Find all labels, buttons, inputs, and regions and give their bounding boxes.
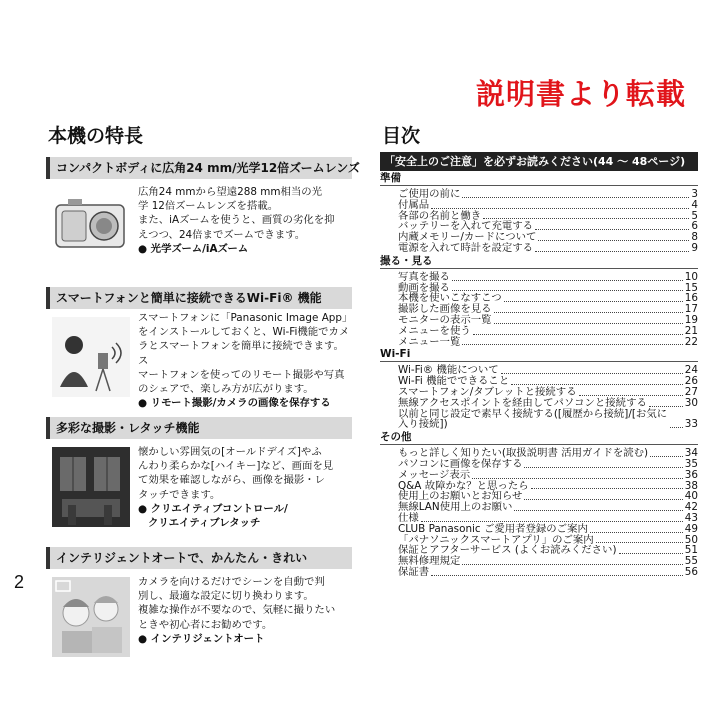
feature-line: 広角24 mmから望遠288 mm相当の光 xyxy=(138,186,323,198)
feature-line: のシェアで、楽しみ方が広がります。 xyxy=(138,383,314,396)
toc-entry-label: 無線LAN使用上のお願い xyxy=(398,501,513,514)
toc-entry-page: 9 xyxy=(691,241,698,254)
toc-entry-label: 撮影した画像を見る xyxy=(398,303,492,316)
toc-entry-label: 内蔵メモリー/カードについて xyxy=(398,231,537,244)
toc-entry-page: 3 xyxy=(691,188,698,200)
children-photo-illustration xyxy=(52,577,130,657)
feature-wifi xyxy=(46,287,352,409)
toc-entry-page: 6 xyxy=(691,220,698,233)
toc-entry-page: 55 xyxy=(684,555,698,568)
toc-entry[interactable] xyxy=(380,272,698,283)
toc-entry-page: 10 xyxy=(684,270,698,283)
feature-line: 懐かしい雰囲気の[オールドデイズ]やふ xyxy=(138,446,322,458)
toc-section-heading: 撮る・見る xyxy=(380,255,698,269)
toc-entry-label: モニターの表示一覧 xyxy=(398,313,492,326)
feature-line: ラとスマートフォンを簡単に接続できます。ス xyxy=(138,340,344,367)
toc-entry-list xyxy=(380,365,698,430)
feature-line: マートフォンを使ってのリモート撮影や写真 xyxy=(138,368,345,381)
toc-leader-dots xyxy=(650,456,683,457)
toc-entry-label: メッセージ表示 xyxy=(398,468,471,481)
toc-entry-list xyxy=(380,272,698,348)
toc-leader-dots xyxy=(649,406,683,407)
toc-entry-page: 24 xyxy=(684,364,698,377)
toc-entry-page: 30 xyxy=(684,396,698,409)
toc-sections xyxy=(380,172,698,578)
features-column xyxy=(46,121,360,669)
feature-bullet: ● 光学ズーム/iAズーム xyxy=(138,242,249,255)
feature-line: 複雑な操作が不要なので、気軽に撮りたい xyxy=(138,604,336,617)
toc-entry-page: 50 xyxy=(684,533,698,546)
feature-line: また、iAズームを使うと、画質の劣化を抑 xyxy=(138,214,335,227)
toc-entry-label: 付属品 xyxy=(398,198,430,211)
room-photo-illustration xyxy=(52,447,130,527)
feature-line: スマートフォンに「Panasonic Image App」 xyxy=(138,312,353,324)
toc-entry-label: 「パナソニックスマートアプリ」のご案内 xyxy=(398,533,594,546)
toc-entry-label: 本機を使いこなすこつ xyxy=(398,292,502,305)
toc-entry[interactable] xyxy=(380,337,698,348)
toc-entry-label: 無線アクセスポイントを経由してパソコンと接続する xyxy=(398,396,647,409)
feature-heading: スマートフォンと簡単に接続できるWi-Fi® 機能 xyxy=(46,287,352,309)
feature-description xyxy=(138,185,350,256)
toc-entry-label: 各部の名前と働き xyxy=(398,209,482,222)
feature-line: 学 12倍ズームレンズを搭載。 xyxy=(138,200,279,213)
toc-leader-dots xyxy=(462,197,689,198)
toc-entry-label: 写真を撮る xyxy=(398,270,450,283)
toc-entry-label: バッテリーを入れて充電する xyxy=(398,220,534,233)
toc-entry-page: 35 xyxy=(684,457,698,470)
toc-leader-dots xyxy=(494,323,683,324)
feature-bullet: ● リモート撮影/カメラの画像を保存する xyxy=(138,397,331,410)
feature-line: タッチできます。 xyxy=(138,488,221,501)
feature-bullet: クリエイティブレタッチ xyxy=(148,517,261,530)
toc-entry[interactable] xyxy=(380,502,698,513)
toc-entry-label: 保証とアフターサービス (よくお読みください) xyxy=(398,544,617,557)
toc-entry-page: 21 xyxy=(684,324,698,337)
toc-entry-label: 以前と同じ設定で素早く接続する([履歴から接続]/[お気に入り接続]) xyxy=(398,407,668,431)
toc-entry-page: 49 xyxy=(684,522,698,535)
toc-entry[interactable] xyxy=(380,567,698,578)
toc-leader-dots xyxy=(670,427,683,428)
camera-illustration xyxy=(52,187,130,267)
feature-line: んわり柔らかな[ハイキー]など、画面を見 xyxy=(138,460,334,473)
toc-entry-page: 5 xyxy=(691,209,698,222)
toc-entry-page: 40 xyxy=(684,490,698,503)
toc-entry-label: メニューを使う xyxy=(398,324,471,337)
reprint-stamp: 説明書より転載 xyxy=(476,77,687,111)
page-number: 2 xyxy=(14,572,25,592)
toc-entry-label: Wi-Fi 機能でできること xyxy=(398,375,510,388)
toc-entry[interactable] xyxy=(380,470,698,481)
feature-line: 別し、最適な設定に切り換わります。 xyxy=(138,590,314,603)
smartphone-shooting-illustration xyxy=(52,317,130,397)
feature-line: て効果を確認しながら、画像を撮影・レ xyxy=(138,474,326,487)
toc-leader-dots xyxy=(462,564,682,565)
toc-entry-page: 34 xyxy=(684,447,698,460)
toc-entry-page: 27 xyxy=(684,385,698,398)
toc-entry-list xyxy=(380,189,698,254)
toc-entry-page: 22 xyxy=(684,335,698,348)
feature-description xyxy=(138,575,350,646)
toc-leader-dots xyxy=(619,553,683,554)
feature-line: ときや初心者にお勧めです。 xyxy=(138,618,273,631)
toc-entry-label: CLUB Panasonic ご愛用者登録のご案内 xyxy=(398,522,588,535)
toc-entry-page: 19 xyxy=(684,313,698,326)
toc-leader-dots xyxy=(579,395,683,396)
toc-entry-label: メニュー一覧 xyxy=(398,335,461,348)
feature-bullet: ● クリエイティブコントロール/ xyxy=(138,502,288,515)
toc-entry-page: 56 xyxy=(684,565,698,578)
toc-leader-dots xyxy=(535,251,689,252)
toc-entry-page: 16 xyxy=(684,292,698,305)
toc-entry[interactable] xyxy=(380,398,698,409)
toc-leader-dots xyxy=(514,510,682,511)
toc-leader-dots xyxy=(501,373,683,374)
toc-leader-dots xyxy=(472,478,683,479)
toc-entry-label: もっと詳しく知りたい(取扱説明書 活用ガイドを読む) xyxy=(398,447,649,460)
feature-intelligent-auto xyxy=(46,547,352,669)
toc-entry-page: 36 xyxy=(684,468,698,481)
toc-leader-dots xyxy=(524,467,682,468)
toc-entry-label: 仕様 xyxy=(398,511,419,524)
toc-leader-dots xyxy=(431,575,683,576)
toc-leader-dots xyxy=(452,280,683,281)
toc-entry-page: 26 xyxy=(684,375,698,388)
toc-leader-dots xyxy=(504,301,683,302)
toc-leader-dots xyxy=(421,521,683,522)
toc-entry[interactable] xyxy=(380,326,698,337)
toc-entry-page: 51 xyxy=(684,544,698,557)
toc-entry-page: 43 xyxy=(684,511,698,524)
toc-leader-dots xyxy=(590,532,683,533)
safety-banner: 「安全上のご注意」を必ずお読みください(44 ～ 48ページ) xyxy=(380,152,698,171)
toc-entry-page: 42 xyxy=(684,501,698,514)
toc-section-heading: Wi-Fi xyxy=(380,348,698,362)
feature-bullet: ● インテリジェントオート xyxy=(138,632,265,645)
feature-heading: コンパクトボディに広角24 mm/光学12倍ズームレンズ xyxy=(46,157,352,179)
toc-entry-label: Q&A 故障かな？と思ったら xyxy=(398,479,529,492)
toc-entry-page: 38 xyxy=(684,479,698,492)
toc-entry-label: パソコンに画像を保存する xyxy=(398,457,523,470)
toc-entry-page: 17 xyxy=(684,303,698,316)
toc-entry-page: 15 xyxy=(684,281,698,294)
toc-entry-page: 4 xyxy=(691,198,698,211)
toc-section-heading: 準備 xyxy=(380,172,698,186)
toc-entry[interactable] xyxy=(380,200,698,211)
toc-leader-dots xyxy=(462,344,682,345)
toc-entry-label: 電源を入れて時計を設定する xyxy=(398,241,534,254)
feature-line: えつつ、24倍までズームできます。 xyxy=(138,228,306,241)
toc-entry-label: ご使用の前に xyxy=(398,188,461,200)
feature-heading: 多彩な撮影・レタッチ機能 xyxy=(46,417,352,439)
feature-zoom xyxy=(46,157,360,279)
toc-leader-dots xyxy=(473,334,683,335)
toc-entry-label: 使用上のお願いとお知らせ xyxy=(398,490,523,503)
feature-description xyxy=(138,445,350,530)
toc-entry-label: 無料修理規定 xyxy=(398,555,461,568)
toc-title: 目次 xyxy=(382,125,421,147)
toc-leader-dots xyxy=(538,240,689,241)
feature-retouch xyxy=(46,417,352,539)
feature-line: カメラを向けるだけでシーンを自動で判 xyxy=(138,576,325,588)
feature-heading: インテリジェントオートで、かんたん・きれい xyxy=(46,547,352,569)
features-title: 本機の特長 xyxy=(48,125,144,147)
toc-leader-dots xyxy=(535,229,689,230)
toc-leader-dots xyxy=(511,384,683,385)
feature-line: をインストールしておくと、Wi-Fi機能でカメ xyxy=(138,326,350,339)
toc-section-heading: その他 xyxy=(380,431,698,445)
toc-entry-label: 動画を撮る xyxy=(398,281,450,294)
toc-entry[interactable] xyxy=(380,243,698,254)
toc-entry-list xyxy=(380,448,698,578)
toc-leader-dots xyxy=(431,208,689,209)
toc-entry-label: Wi-Fi® 機能について xyxy=(398,364,499,377)
toc-entry-label: スマートフォン/タブレットと接続する xyxy=(398,385,577,398)
toc-leader-dots xyxy=(494,312,683,313)
toc-leader-dots xyxy=(531,488,683,489)
feature-description xyxy=(138,311,353,410)
toc-column xyxy=(380,121,698,578)
toc-leader-dots xyxy=(524,499,682,500)
toc-entry-page: 8 xyxy=(691,231,698,244)
toc-entry-page: 33 xyxy=(684,418,698,431)
toc-entry[interactable] xyxy=(380,409,698,431)
toc-entry[interactable] xyxy=(380,524,698,535)
toc-entry-label: 保証書 xyxy=(398,565,430,578)
